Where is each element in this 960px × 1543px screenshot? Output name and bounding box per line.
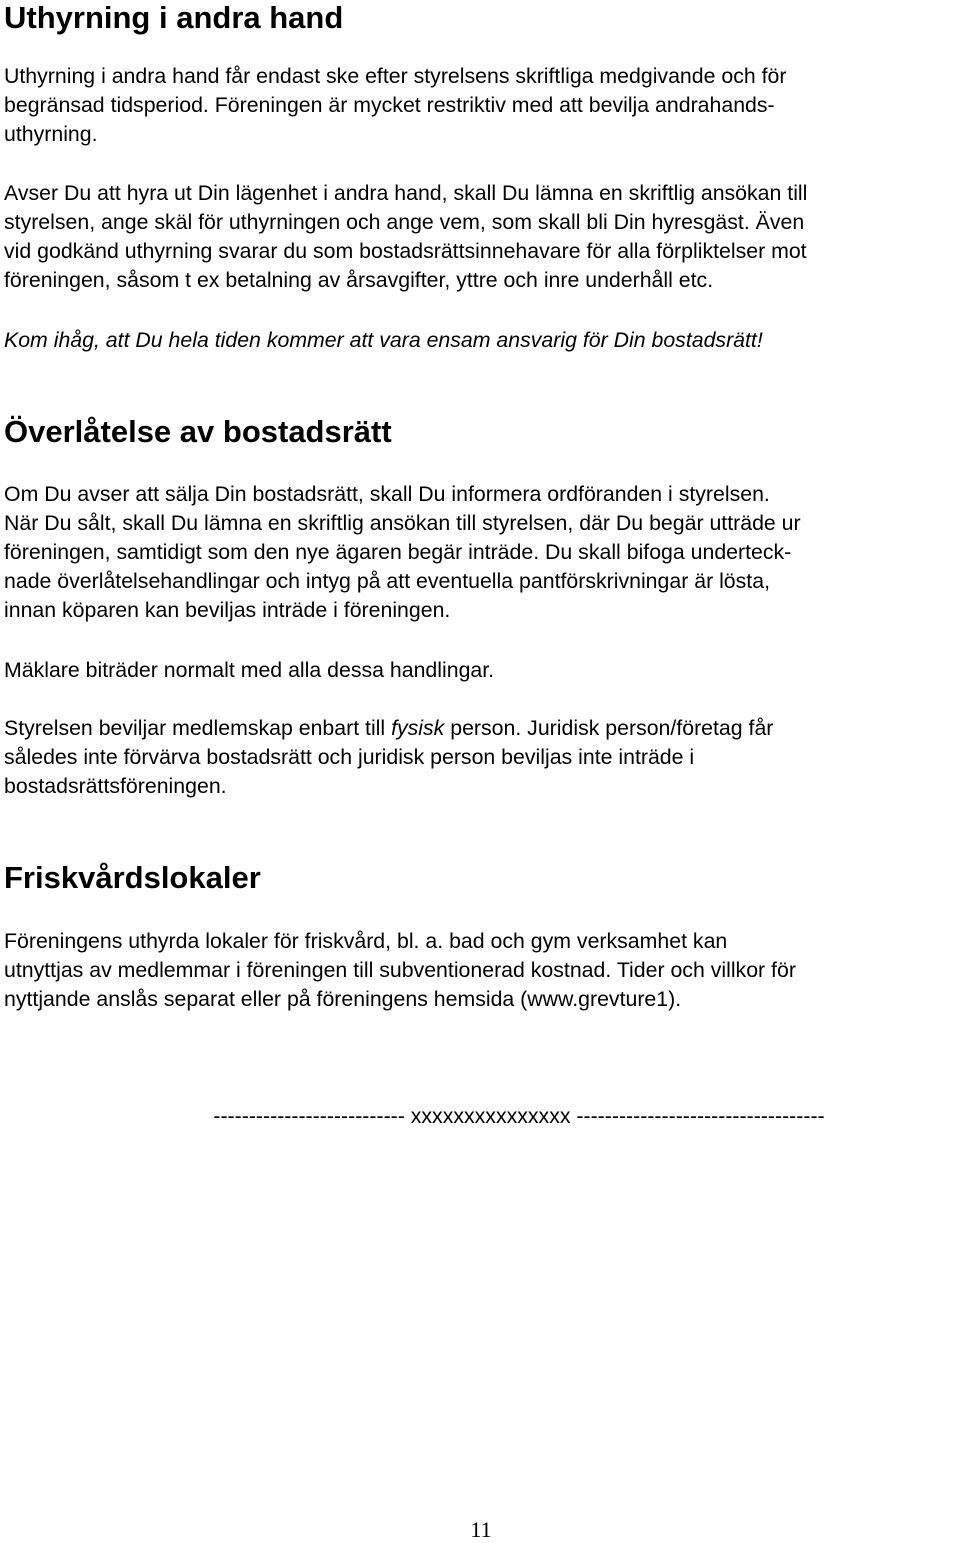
- text-line: utnyttjas av medlemmar i föreningen till subventionerad kostnad. Tider och villkor för: [4, 958, 796, 982]
- paragraph-overlatelse-maklare: [4, 656, 954, 685]
- text-line: Föreningens uthyrda lokaler för friskvård, bl. a. bad och gym verksamhet kan: [4, 929, 728, 953]
- heading-overlatelse: Överlåtelse av bostadsrätt: [4, 414, 392, 449]
- text-segment-italic: fysisk: [391, 716, 445, 740]
- text-line: Mäklare biträder normalt med alla dessa handlingar.: [4, 658, 495, 682]
- heading-uthyrning: Uthyrning i andra hand: [4, 0, 344, 35]
- text-line: således inte förvärva bostadsrätt och juridisk person beviljas inte inträde i: [4, 745, 695, 769]
- text-line: Kom ihåg, att Du hela tiden kommer att vara ensam ansvarig för Din bostadsrätt!: [4, 328, 763, 352]
- text-line: föreningen, samtidigt som den nye ägaren begär inträde. Du skall bifoga underteck-: [4, 540, 792, 564]
- text-line: nade överlåtelsehandlingar och intyg på att eventuella pantförskrivningar är lösta,: [4, 569, 770, 593]
- text-segment: Styrelsen beviljar medlemskap enbart till: [4, 716, 392, 740]
- text-line: [4, 714, 954, 743]
- text-segment: person. Juridisk person/företag får: [444, 716, 774, 740]
- text-line: föreningen, såsom t ex betalning av årsavgifter, yttre och inre underhåll etc.: [4, 268, 714, 292]
- paragraph-uthyrning-ansokan: [4, 179, 954, 295]
- text-line: innan köparen kan beviljas inträde i föreningen.: [4, 598, 451, 622]
- text-line: När Du sålt, skall Du lämna en skriftlig ansökan till styrelsen, där Du begär utträde ur: [4, 511, 801, 535]
- text-line: vid godkänd uthyrning svarar du som bostadsrättsinnehavare för alla förpliktelser mot: [4, 239, 807, 263]
- page-number: 11: [470, 1517, 492, 1542]
- text-line: uthyrning.: [4, 122, 98, 146]
- text-line: Om Du avser att sälja Din bostadsrätt, skall Du informera ordföranden i styrelsen.: [4, 482, 770, 506]
- paragraph-friskvard: [4, 927, 954, 1014]
- paragraph-overlatelse-medlemskap: [4, 714, 954, 801]
- text-line: bostadsrättsföreningen.: [4, 774, 227, 798]
- text-line: Avser Du att hyra ut Din lägenhet i andra hand, skall Du lämna en skriftlig ansökan till: [4, 181, 808, 205]
- text-line: Uthyrning i andra hand får endast ske efter styrelsens skriftliga medgivande och för: [4, 64, 787, 88]
- paragraph-uthyrning-reminder: [4, 326, 954, 355]
- text-line: styrelsen, ange skäl för uthyrningen och ange vem, som skall bli Din hyresgäst. Även: [4, 210, 805, 234]
- heading-friskvard: Friskvårdslokaler: [4, 860, 261, 895]
- paragraph-uthyrning-intro: [4, 62, 954, 149]
- text-line: begränsad tidsperiod. Föreningen är mycket restriktiv med att bevilja andrahands-: [4, 93, 775, 117]
- paragraph-overlatelse-salj: [4, 480, 954, 625]
- footer-separator: --------------------------- xxxxxxxxxxxxxxx -----------------------------------: [213, 1104, 825, 1128]
- text-line: nyttjande anslås separat eller på föreningens hemsida (www.grevture1).: [4, 987, 682, 1011]
